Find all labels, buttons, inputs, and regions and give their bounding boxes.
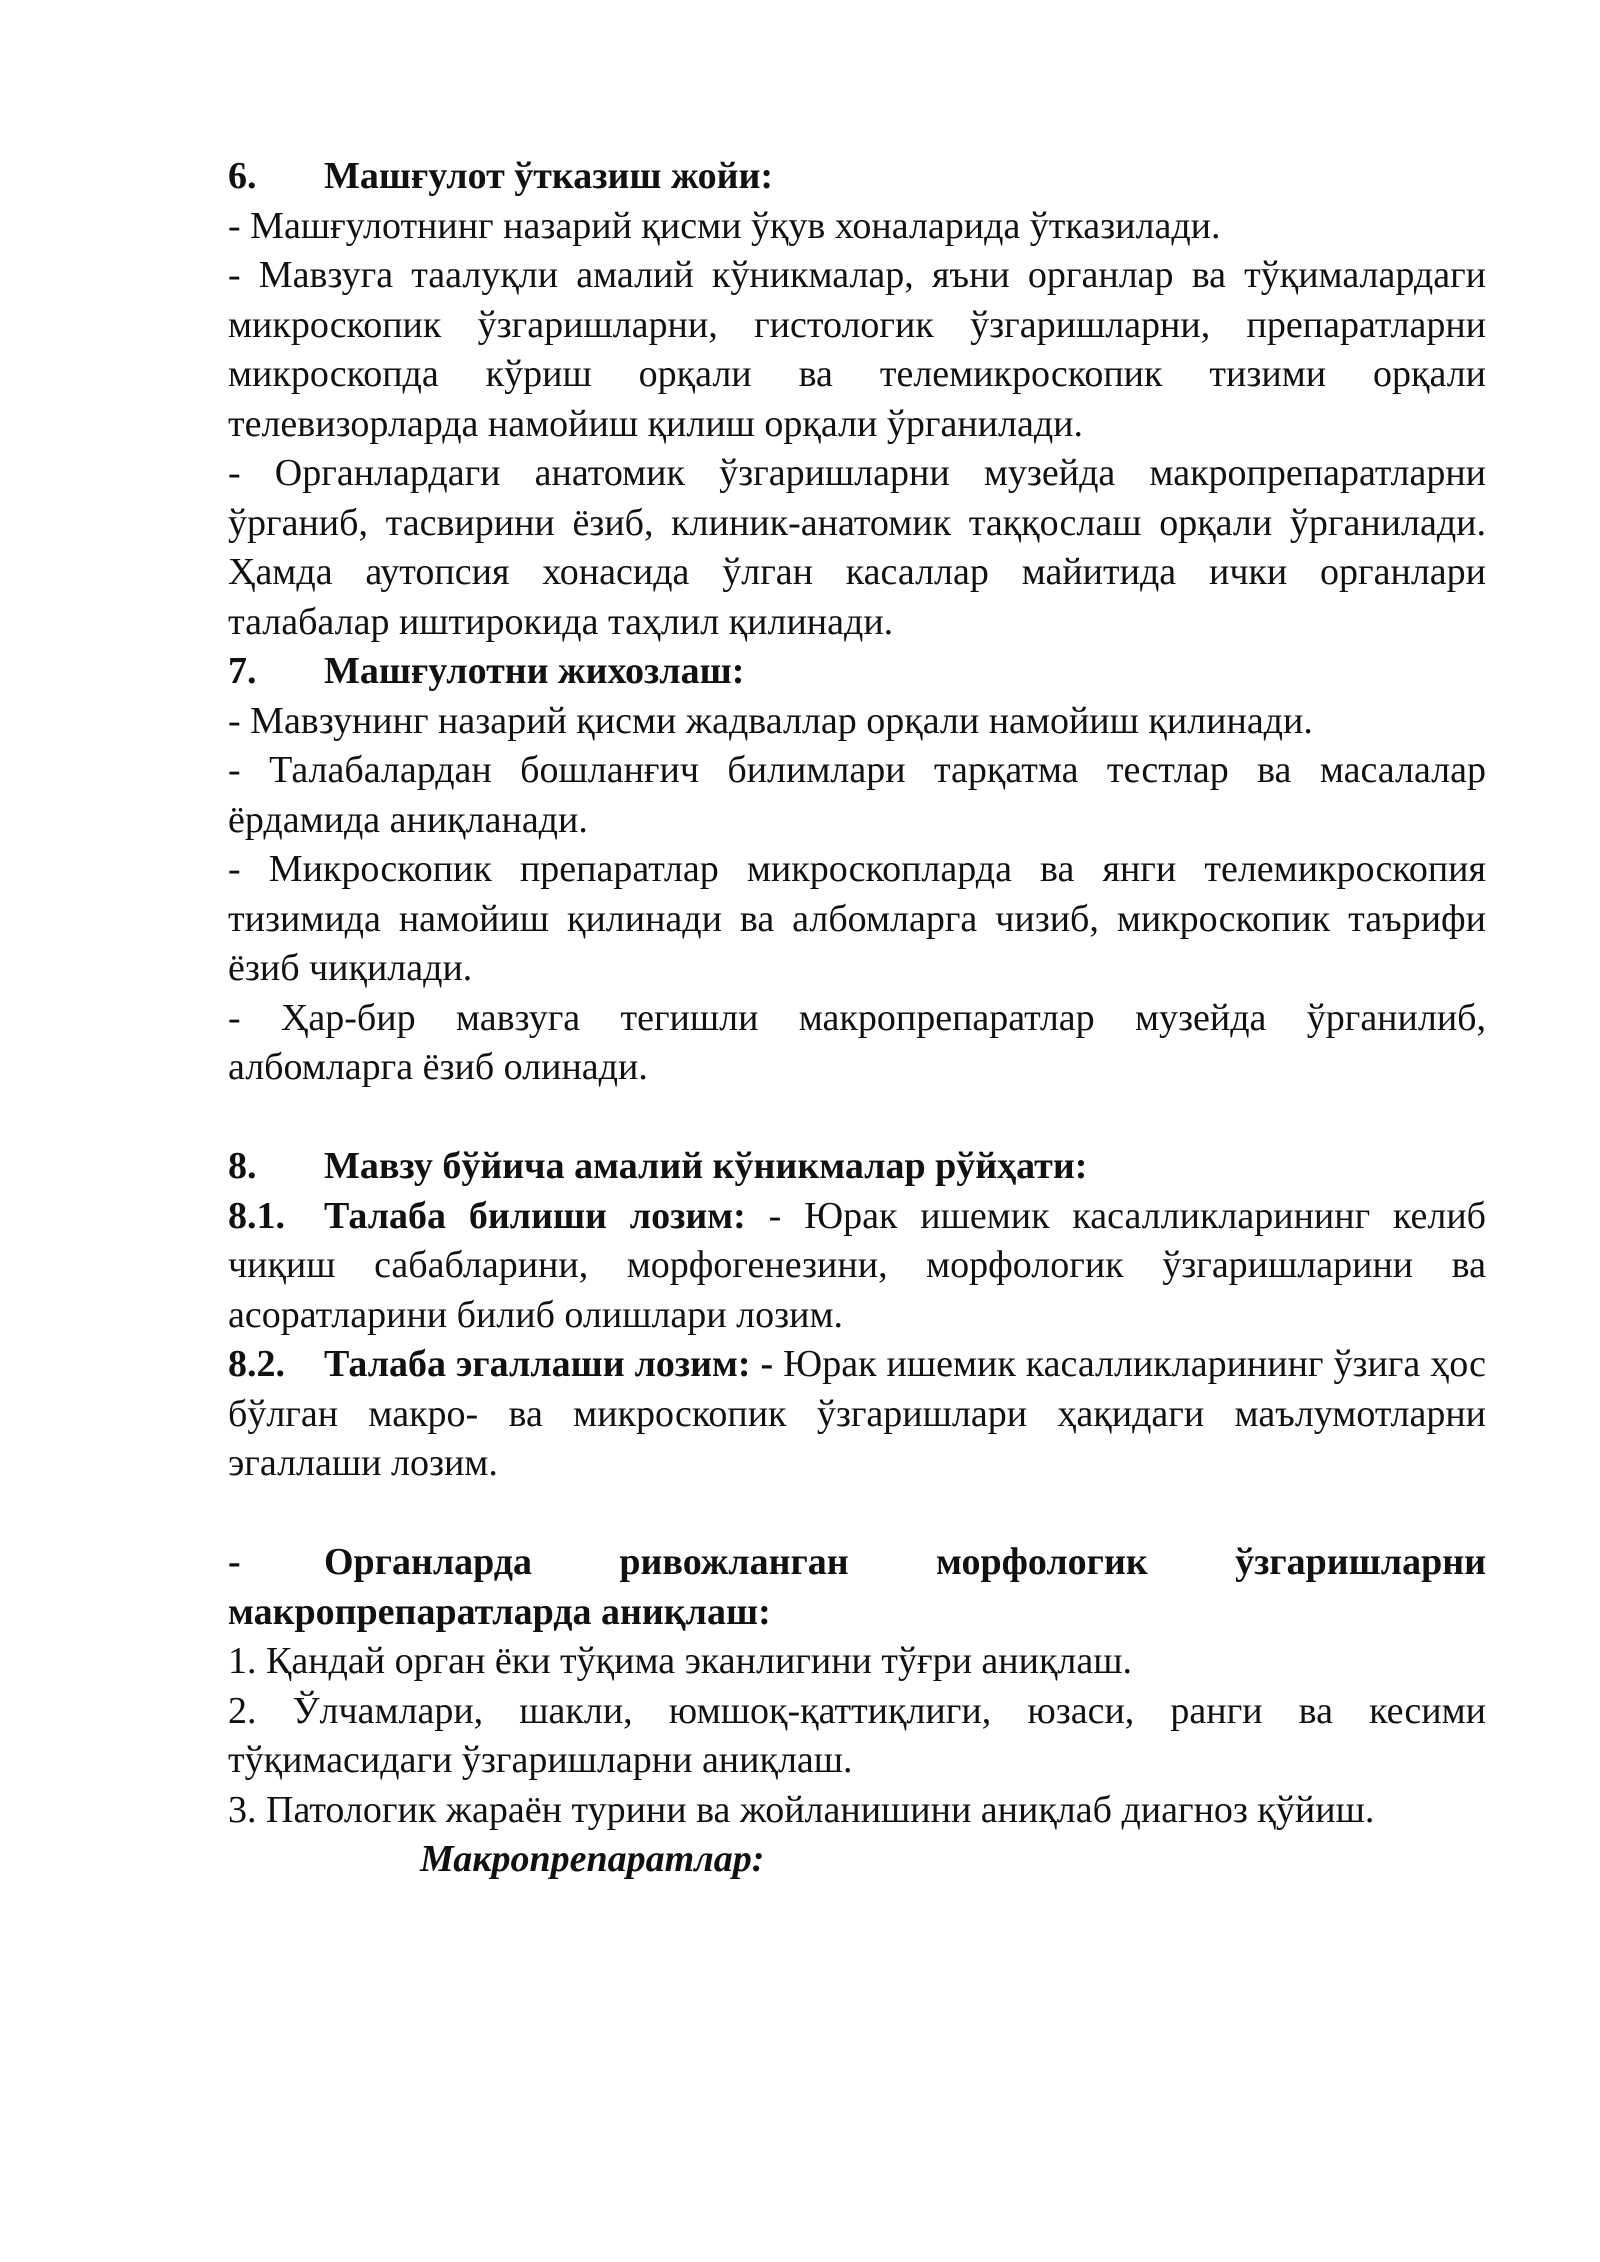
organs-step-1: 1. Қандай орган ёки тўқима эканлигини тўғри аниқлаш.	[228, 1640, 1133, 1682]
section-6-item-2: - Мавзуга таалуқли амалий кўникмалар, яъни органлар ва тўқималардаги микроскопик ўзгаришларни, гистологик ўзгаришларни, препаратларни микроскопда кўриш орқали ва телемикроскопик тизими орқали телевизорларда намойиш қилиш орқали ўрганилади.	[228, 254, 1486, 445]
section-7-heading	[228, 647, 1486, 697]
section-7-item-2: - Талабалардан бошланғич билимлари тарқатма тестлар ва масалалар ёрдамида аниқланади.	[228, 749, 1486, 841]
section-8-2-number: 8.2.	[228, 1343, 285, 1385]
macropreparations-title: Макропрепаратлар:	[420, 1838, 765, 1880]
blank-line	[228, 1093, 1486, 1143]
section-6-title: Машғулот ўтказиш жойи:	[324, 155, 774, 197]
section-6-number: 6.	[228, 155, 257, 197]
section-7-item-1: - Мавзунинг назарий қисми жадваллар орқали намойиш қилинади.	[228, 699, 1313, 742]
section-8-1-label: Талаба билиши лозим:	[324, 1194, 746, 1237]
organs-step-2: 2. Ўлчамлари, шакли, юмшоқ-қаттиқлиги, юзаси, ранги ва кесими тўқимасидаги ўзгаришларни аниқлаш.	[228, 1689, 1486, 1781]
section-7-title: Машғулотни жихозлаш:	[324, 650, 745, 692]
section-7-item-3: - Микроскопик препаратлар микроскопларда ва янги телемикроскопия тизимида намойиш қилинади ва албомларга чизиб, микроскопик таърифи ёзиб чиқилади.	[228, 848, 1486, 989]
section-8-1-text: - Юрак ишемик касалликларининг келиб чиқиш сабабларини, морфогенезини, морфологик ўзгаришларини ва асоратларини билиб олишлари лозим.	[228, 1194, 1486, 1336]
section-8-1-number: 8.1.	[228, 1194, 285, 1237]
section-7-number: 7.	[228, 650, 257, 692]
section-6-item-3: - Органлардаги анатомик ўзгаришларни музейда макропрепаратларни ўрганиб, тасвирини ёзиб, клиник-анатомик таққослаш орқали ўрганилади. Ҳамда аутопсия хонасида ўлган касаллар майитида ички органлари талабалар иштирокида таҳлил қилинади.	[228, 452, 1486, 643]
organs-heading	[228, 1538, 1486, 1637]
section-8-number: 8.	[228, 1145, 257, 1187]
section-8-heading	[228, 1142, 1486, 1192]
section-6-heading	[228, 152, 1486, 202]
section-8-2-label: Талаба эгаллаши лозим: -	[324, 1343, 774, 1385]
organs-title: Органларда ривожланган морфологик ўзгаришларни макропрепаратларда аниқлаш:	[228, 1541, 1486, 1633]
organs-step-3: 3. Патологик жараён турини ва жойланишини аниқлаб диагноз қўйиш.	[228, 1788, 1375, 1831]
section-8-1	[228, 1192, 1486, 1341]
section-8-2	[228, 1340, 1486, 1489]
section-8-2-text: Юрак ишемик касалликларининг ўзига ҳос бўлган макро- ва микроскопик ўзгаришлари ҳақидаги маълумотларни эгаллаши лозим.	[228, 1343, 1486, 1484]
organs-dash: -	[228, 1541, 241, 1583]
section-7-item-4: - Ҳар-бир мавзуга тегишли макропрепаратлар музейда ўрганилиб, албомларга ёзиб олинади.	[228, 996, 1486, 1088]
document-page	[228, 152, 1486, 1885]
blank-line	[228, 1489, 1486, 1539]
section-8-title: Мавзу бўйича амалий кўникмалар рўйҳати:	[324, 1145, 1088, 1187]
section-6-item-1: - Машғулотнинг назарий қисми ўқув хоналарида ўтказилади.	[228, 204, 1221, 247]
